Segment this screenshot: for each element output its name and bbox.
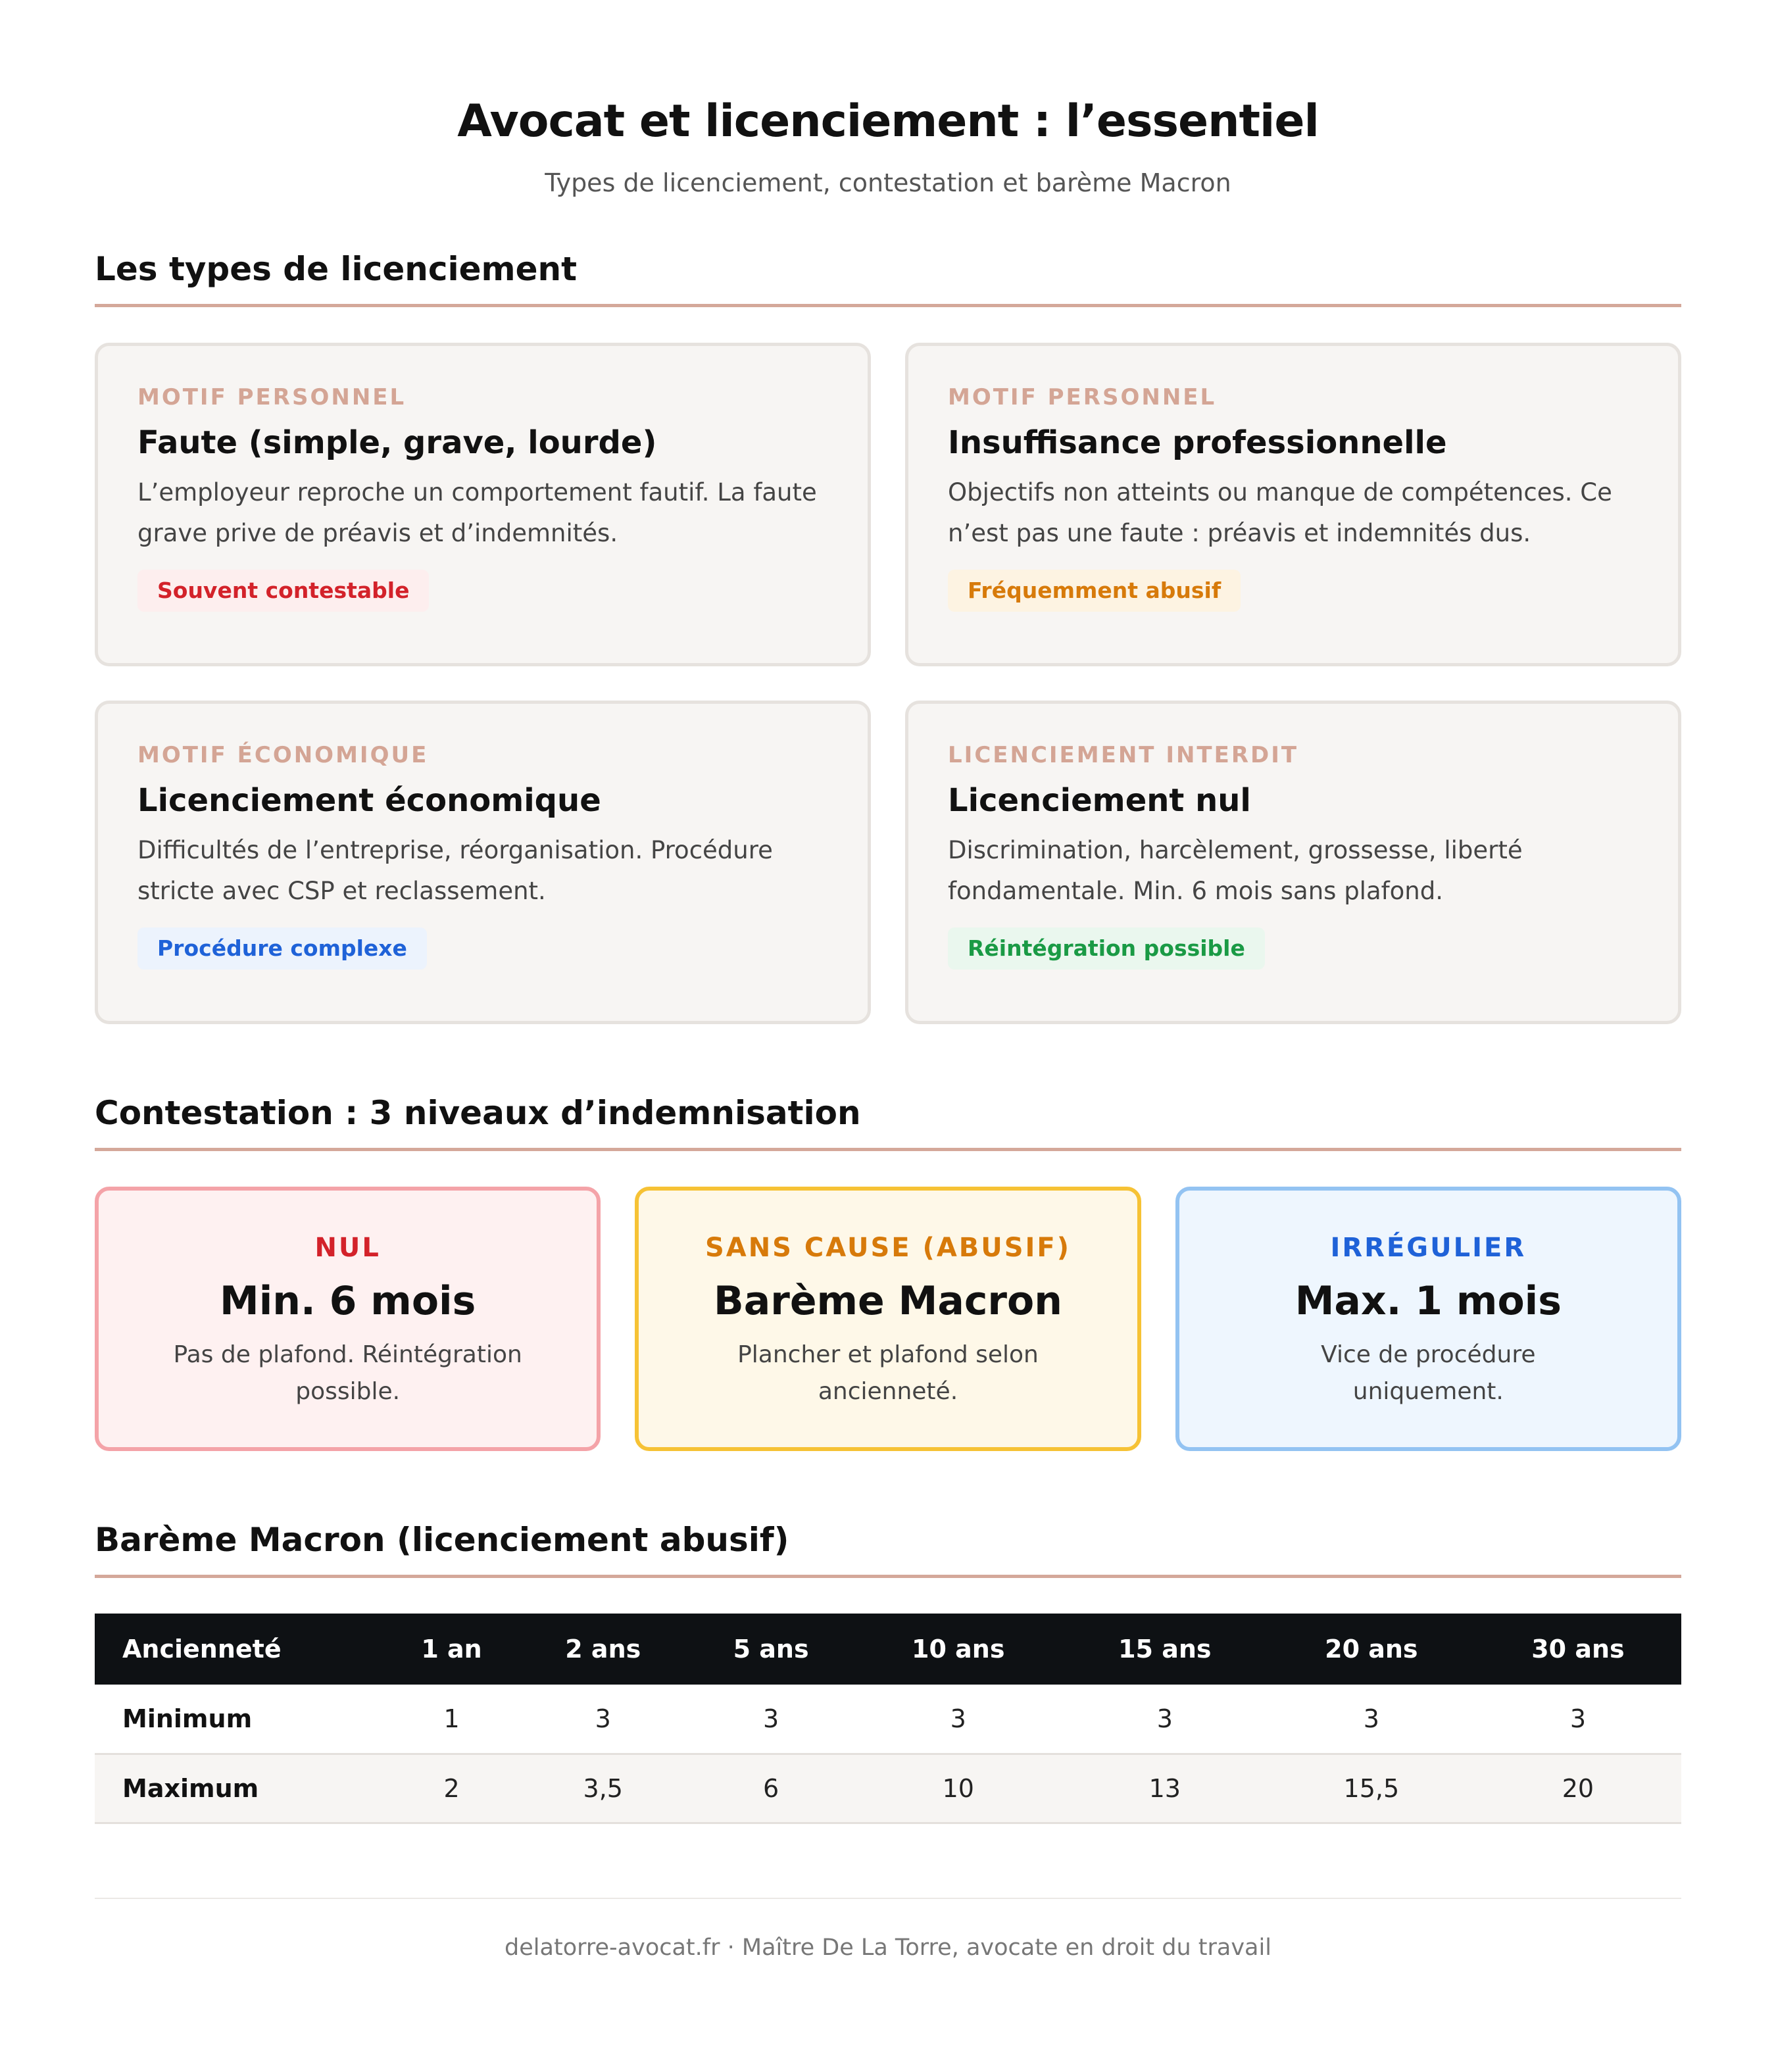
section-divider [95, 304, 1681, 307]
table-header-cell: 2 ans [519, 1614, 687, 1685]
level-card-sans-cause [635, 1187, 1141, 1451]
table-cell: 1 [384, 1685, 519, 1754]
type-card-tag: MOTIF PERSONNEL [137, 384, 407, 410]
table-header-cell: Ancienneté [95, 1614, 384, 1685]
type-card-insuffisance [905, 343, 1681, 666]
type-card-badge: Procédure complexe [137, 927, 427, 970]
table-cell: 3 [519, 1685, 687, 1754]
type-card-badge: Souvent contestable [137, 570, 429, 612]
table-cell: 3 [1475, 1685, 1681, 1754]
section-title-contestation: Contestation : 3 niveaux d’indemnisation [95, 1094, 861, 1132]
level-card-tag: SANS CAUSE (ABUSIF) [704, 1233, 1072, 1263]
type-card-description: Objectifs non atteints ou manque de compétences. Ce n’est pas une faute : préavis et indemnités dus. [948, 478, 1612, 547]
level-card-value: Min. 6 mois [220, 1278, 476, 1324]
type-card-description: Discrimination, harcèlement, grossesse, liberté fondamentale. Min. 6 mois sans plafond. [948, 836, 1523, 905]
type-card-title: Licenciement nul [948, 782, 1251, 819]
level-card-tag: NUL [314, 1233, 381, 1263]
section-title-bareme: Barème Macron (licenciement abusif) [95, 1521, 789, 1559]
table-row-label: Maximum [95, 1754, 384, 1823]
table-row [95, 1754, 1681, 1823]
table-header-cell: 10 ans [855, 1614, 1062, 1685]
level-card-tag: IRRÉGULIER [1330, 1233, 1527, 1263]
level-card-value: Barème Macron [714, 1278, 1062, 1324]
page-title: Avocat et licenciement : l’essentiel [457, 95, 1319, 147]
type-card-title: Faute (simple, grave, lourde) [137, 424, 657, 461]
table-cell: 6 [687, 1754, 854, 1823]
bareme-table [95, 1614, 1681, 1824]
type-card-title: Insuffisance professionnelle [948, 424, 1447, 461]
level-card-nul [95, 1187, 601, 1451]
table-header-cell: 15 ans [1062, 1614, 1268, 1685]
table-cell: 10 [855, 1754, 1062, 1823]
type-card-tag: MOTIF PERSONNEL [948, 384, 1217, 410]
level-card-value: Max. 1 mois [1295, 1278, 1562, 1324]
table-header-row [95, 1614, 1681, 1685]
section-divider [95, 1148, 1681, 1151]
table-cell: 13 [1062, 1754, 1268, 1823]
level-card-description: Plancher et plafond selon ancienneté. [737, 1341, 1039, 1405]
levels-grid [95, 1187, 1681, 1451]
type-card-tag: MOTIF ÉCONOMIQUE [137, 742, 429, 768]
table-cell: 3 [1062, 1685, 1268, 1754]
table-cell: 2 [384, 1754, 519, 1823]
footer-divider [95, 1898, 1681, 1899]
type-card-badge: Fréquemment abusif [948, 570, 1241, 612]
type-card-tag: LICENCIEMENT INTERDIT [948, 742, 1299, 768]
type-card-title: Licenciement économique [137, 782, 601, 819]
page-footer: delatorre-avocat.fr · Maître De La Torre, avocate en droit du travail [505, 1934, 1271, 1961]
table-cell: 3,5 [519, 1754, 687, 1823]
type-card-nul [905, 701, 1681, 1024]
level-card-irregulier [1175, 1187, 1681, 1451]
table-cell: 20 [1475, 1754, 1681, 1823]
table-header-cell: 1 an [384, 1614, 519, 1685]
table-cell: 15,5 [1268, 1754, 1475, 1823]
types-grid [95, 343, 1681, 1024]
table-header-cell: 5 ans [687, 1614, 854, 1685]
page-subtitle: Types de licenciement, contestation et barème Macron [545, 168, 1231, 197]
type-card-badge: Réintégration possible [948, 927, 1265, 970]
page-header [95, 0, 1681, 200]
table-cell: 3 [855, 1685, 1062, 1754]
section-divider [95, 1575, 1681, 1578]
type-card-description: Difficultés de l’entreprise, réorganisation. Procédure stricte avec CSP et reclassement. [137, 836, 773, 905]
type-card-description: L’employeur reproche un comportement fautif. La faute grave prive de préavis et d’indemnités. [137, 478, 817, 547]
level-card-description: Pas de plafond. Réintégration possible. [173, 1341, 522, 1405]
table-header-cell: 30 ans [1475, 1614, 1681, 1685]
type-card-economique [95, 701, 871, 1024]
table-header-cell: 20 ans [1268, 1614, 1475, 1685]
table-row [95, 1685, 1681, 1754]
level-card-description: Vice de procédure uniquement. [1321, 1341, 1536, 1405]
table-cell: 3 [687, 1685, 854, 1754]
table-cell: 3 [1268, 1685, 1475, 1754]
type-card-faute [95, 343, 871, 666]
table-row-label: Minimum [95, 1685, 384, 1754]
section-title-types: Les types de licenciement [95, 250, 578, 288]
